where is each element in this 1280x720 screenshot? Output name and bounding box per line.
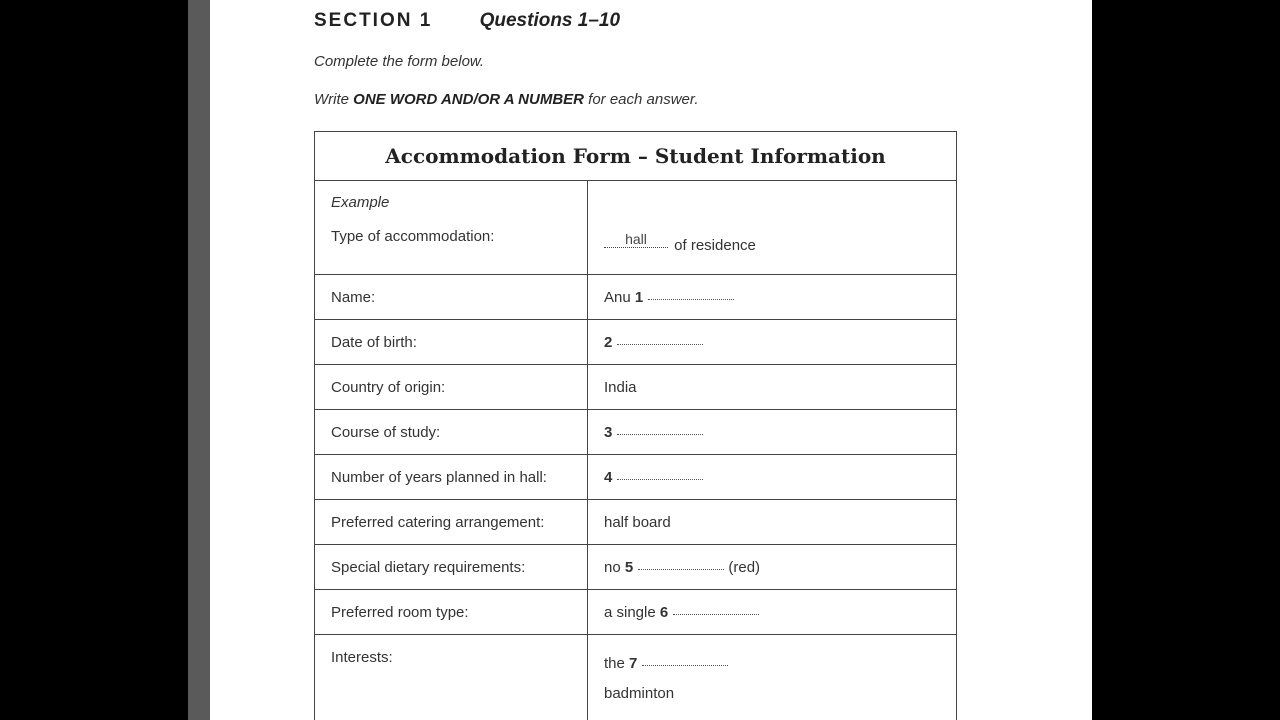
course-value bbox=[588, 410, 957, 455]
catering-value: half board bbox=[588, 500, 957, 545]
question-number: 5 bbox=[624, 558, 634, 576]
instruction-word-limit bbox=[314, 91, 699, 108]
interests-label: Interests: bbox=[315, 635, 588, 720]
example-label-cell bbox=[315, 181, 588, 275]
worksheet-page bbox=[210, 0, 1092, 720]
answer-blank[interactable] bbox=[617, 344, 703, 345]
room-row bbox=[315, 590, 957, 635]
dietary-row bbox=[315, 545, 957, 590]
dietary-label: Special dietary requirements: bbox=[315, 545, 588, 590]
dietary-prefix: no bbox=[604, 558, 625, 576]
page-edge-shadow bbox=[188, 0, 210, 720]
course-row bbox=[315, 410, 957, 455]
interests-row bbox=[315, 635, 957, 720]
answer-blank[interactable] bbox=[638, 569, 724, 570]
question-number: 6 bbox=[659, 603, 669, 621]
room-label: Preferred room type: bbox=[315, 590, 588, 635]
example-heading: Example bbox=[331, 194, 390, 211]
catering-row bbox=[315, 500, 957, 545]
section-label: SECTION 1 bbox=[314, 10, 433, 31]
country-label: Country of origin: bbox=[315, 365, 588, 410]
form-title-row bbox=[315, 132, 957, 181]
interests-line2: badminton bbox=[604, 685, 675, 702]
example-answer-line bbox=[604, 231, 940, 254]
question-number: 4 bbox=[604, 468, 613, 486]
interests-value bbox=[588, 635, 957, 720]
answer-blank[interactable] bbox=[642, 665, 728, 666]
question-number: 7 bbox=[629, 655, 638, 672]
room-value bbox=[588, 590, 957, 635]
accommodation-form-table bbox=[314, 131, 957, 720]
answer-blank[interactable] bbox=[673, 614, 759, 615]
country-value: India bbox=[588, 365, 957, 410]
question-number: 3 bbox=[604, 423, 613, 441]
room-prefix: a single bbox=[604, 603, 660, 621]
instruction-suffix: for each answer. bbox=[584, 91, 699, 108]
section-header bbox=[314, 10, 620, 32]
question-number: 2 bbox=[604, 333, 613, 351]
instruction-bold: ONE WORD AND/OR A NUMBER bbox=[353, 91, 584, 108]
example-answer: hall bbox=[604, 231, 668, 248]
name-prefix: Anu bbox=[604, 288, 635, 306]
example-value-cell bbox=[588, 181, 957, 275]
name-row bbox=[315, 275, 957, 320]
dietary-suffix: (red) bbox=[728, 558, 761, 576]
example-suffix: of residence bbox=[674, 237, 756, 254]
name-label: Name: bbox=[315, 275, 588, 320]
interests-prefix: the bbox=[604, 655, 630, 672]
question-number: 1 bbox=[634, 288, 644, 306]
dietary-value bbox=[588, 545, 957, 590]
example-row bbox=[315, 181, 957, 275]
years-label: Number of years planned in hall: bbox=[315, 455, 588, 500]
questions-range: Questions 1–10 bbox=[479, 10, 621, 31]
form-title: Accommodation Form – Student Information bbox=[315, 132, 957, 181]
example-label: Type of accommodation: bbox=[331, 228, 495, 245]
answer-blank[interactable] bbox=[617, 479, 703, 480]
instruction-prefix: Write bbox=[314, 91, 354, 108]
dob-label: Date of birth: bbox=[315, 320, 588, 365]
years-value bbox=[588, 455, 957, 500]
instruction-complete-form: Complete the form below. bbox=[314, 53, 485, 70]
answer-blank[interactable] bbox=[617, 434, 703, 435]
course-label: Course of study: bbox=[315, 410, 588, 455]
answer-blank[interactable] bbox=[648, 299, 734, 300]
name-value bbox=[588, 275, 957, 320]
country-row bbox=[315, 365, 957, 410]
dob-value bbox=[588, 320, 957, 365]
catering-label: Preferred catering arrangement: bbox=[315, 500, 588, 545]
dob-row bbox=[315, 320, 957, 365]
years-row bbox=[315, 455, 957, 500]
